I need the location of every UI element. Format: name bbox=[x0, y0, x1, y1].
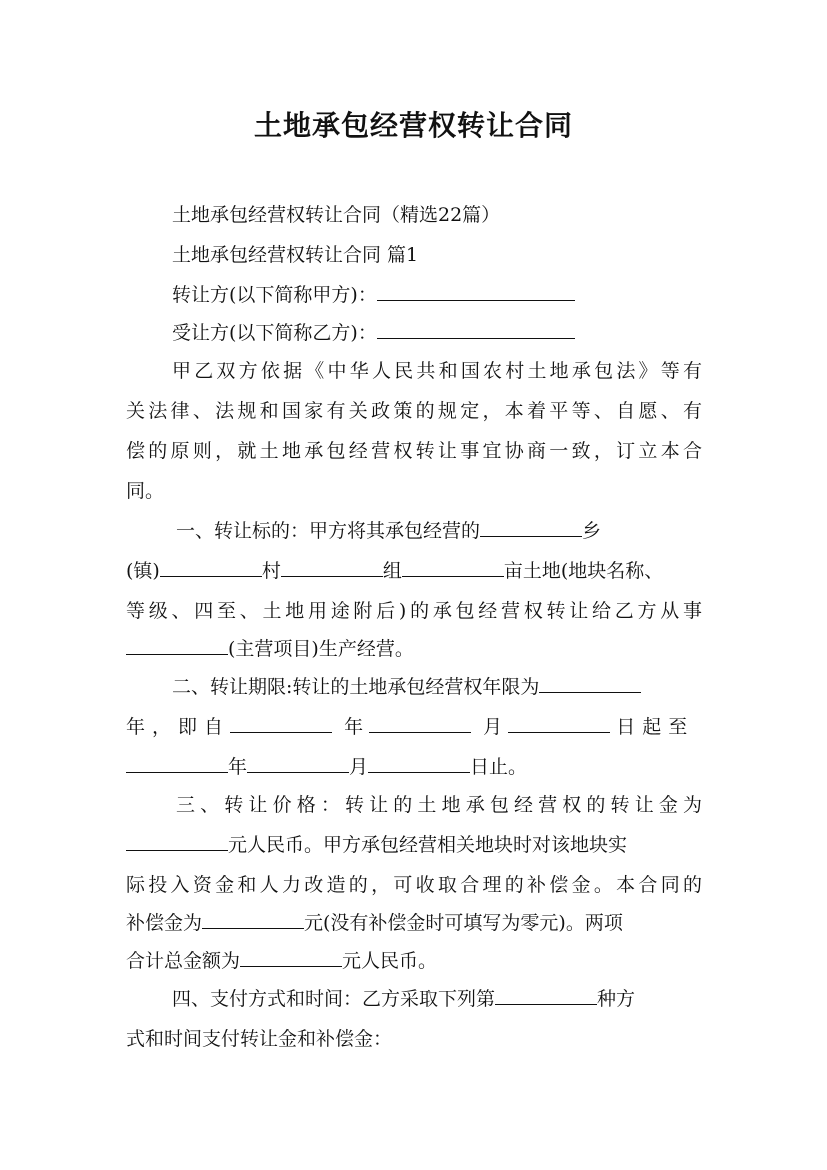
intro-line: 关法律、法规和国家有关政策的规定，本着平等、自愿、有 bbox=[126, 400, 702, 422]
intro-line: 偿的原则，就土地承包经营权转让事宜协商一致，订立本合 bbox=[126, 440, 702, 462]
blank bbox=[126, 755, 228, 773]
clause-text: 合计总金额为 bbox=[126, 950, 241, 972]
party-b-blank bbox=[377, 321, 575, 339]
blank bbox=[247, 755, 349, 773]
blank bbox=[240, 949, 342, 967]
clause-text: (主营项目)生产经营。 bbox=[228, 638, 414, 660]
blank bbox=[508, 715, 610, 733]
party-a-line bbox=[172, 280, 575, 307]
clause-text: 一、转让标的：甲方将其承包经营的 bbox=[176, 520, 481, 542]
party-a-blank bbox=[377, 283, 575, 301]
clause-text: (镇) bbox=[126, 560, 160, 582]
party-b-label: 受让方(以下简称乙方)： bbox=[172, 322, 377, 344]
clause-text: 组 bbox=[382, 560, 402, 582]
party-b-line bbox=[172, 318, 575, 345]
blank bbox=[495, 987, 597, 1005]
blank bbox=[126, 637, 228, 655]
clause-4-line bbox=[172, 984, 635, 1011]
clause-text: 年 bbox=[344, 716, 364, 738]
blank bbox=[160, 559, 262, 577]
clause-3-line bbox=[126, 946, 437, 973]
clause-3-line bbox=[126, 908, 623, 935]
blank bbox=[126, 833, 228, 851]
clause-4-line: 式和时间支付转让金和补偿金： bbox=[126, 1028, 393, 1050]
intro-line: 同。 bbox=[126, 480, 165, 502]
clause-text: 村 bbox=[261, 560, 281, 582]
clause-text: 年 bbox=[228, 756, 248, 778]
subtitle: 土地承包经营权转让合同（精选22篇） bbox=[172, 204, 501, 226]
clause-2-line bbox=[126, 752, 527, 779]
clause-text: 日起至 bbox=[616, 716, 695, 738]
blank bbox=[230, 715, 332, 733]
blank bbox=[539, 675, 641, 693]
clause-text: 年，即自 bbox=[126, 716, 231, 738]
blank bbox=[202, 911, 304, 929]
blank bbox=[281, 559, 383, 577]
blank bbox=[402, 559, 504, 577]
clause-2-line bbox=[172, 672, 641, 699]
clause-3-line bbox=[126, 830, 627, 857]
party-a-label: 转让方(以下简称甲方)： bbox=[172, 284, 377, 306]
clause-text: 元(没有补偿金时可填写为零元)。两项 bbox=[304, 912, 623, 934]
blank bbox=[480, 519, 582, 537]
clause-1-line bbox=[176, 516, 601, 543]
intro-line: 甲乙双方依据《中华人民共和国农村土地承包法》等有 bbox=[172, 360, 702, 382]
piece-label: 土地承包经营权转让合同 篇1 bbox=[172, 244, 419, 266]
clause-text: 四、支付方式和时间：乙方采取下列第 bbox=[172, 988, 496, 1010]
clause-text: 元人民币。甲方承包经营相关地块时对该地块实 bbox=[228, 834, 628, 856]
clause-text: 二、转让期限:转让的土地承包经营权年限为 bbox=[172, 676, 540, 698]
clause-text: 元人民币。 bbox=[342, 950, 438, 972]
clause-text: 月 bbox=[483, 716, 503, 738]
clause-text: 亩土地(地块名称、 bbox=[503, 560, 664, 582]
clause-2-line bbox=[126, 712, 694, 739]
clause-1-line bbox=[126, 634, 414, 661]
clause-1-line: 等级、四至、土地用途附后)的承包经营权转让给乙方从事 bbox=[126, 600, 702, 622]
clause-1-line bbox=[126, 556, 663, 583]
clause-text: 日止。 bbox=[470, 756, 528, 778]
clause-3-line: 三、转让价格：转让的土地承包经营权的转让金为 bbox=[176, 794, 702, 816]
clause-text: 补偿金为 bbox=[126, 912, 203, 934]
clause-3-line: 际投入资金和人力改造的，可收取合理的补偿金。本合同的 bbox=[126, 874, 702, 896]
clause-text: 乡 bbox=[582, 520, 602, 542]
document-title: 土地承包经营权转让合同 bbox=[253, 109, 573, 142]
blank bbox=[369, 715, 471, 733]
blank bbox=[368, 755, 470, 773]
clause-text: 月 bbox=[349, 756, 369, 778]
clause-text: 种方 bbox=[597, 988, 636, 1010]
